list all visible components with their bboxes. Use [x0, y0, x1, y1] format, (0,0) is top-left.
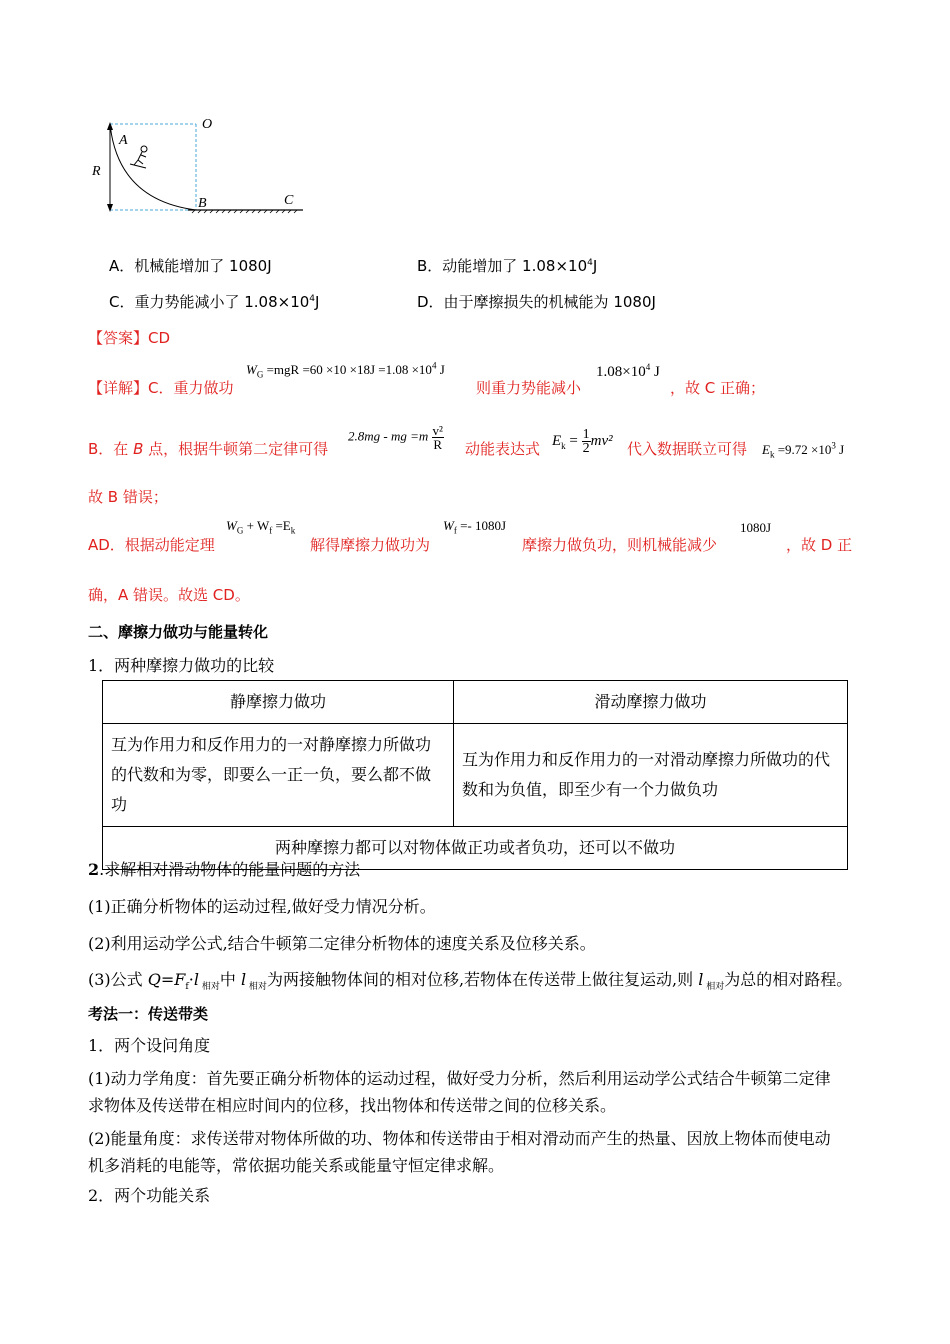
- detail-line4-text1: AD．根据动能定理: [88, 536, 215, 554]
- eq-fraction-v2-R: $\frac{\text{v²}}{R}$: [432, 423, 443, 452]
- friction-comparison-table: [102, 680, 848, 870]
- detail-line2-text2: 动能表达式: [465, 440, 541, 458]
- detail-line1-text3: ，故 C 正确；: [670, 379, 766, 397]
- answer-line: [88, 327, 170, 348]
- detail-line5: 确，A 错误。故选 CD。: [88, 586, 250, 604]
- label-O: O: [202, 117, 213, 132]
- option-C-unit: J: [315, 293, 320, 311]
- eq-kinetic-energy: $E_k$ = $\frac{1}{2}$ mv²: [552, 427, 613, 456]
- label-R: R: [92, 164, 101, 179]
- detail-line2-text1: B．在 B 点，根据牛顿第二定律可得: [88, 440, 329, 458]
- option-A: A．机械能增加了 1080J: [109, 257, 272, 275]
- section2-p3: (3)公式 $Q=F_f\cdot l$ $_{相对}$中 l $_{相对}$为两接触物体间的相对位移,若物体在传送带上做往复运动,则 l $_{相对}$为总的相对路程。: [88, 970, 853, 993]
- method1-sub2: 2．两个功能关系: [88, 1186, 211, 1205]
- table-row: [103, 681, 848, 724]
- section2-sub2: 2.求解相对滑动物体的能量问题的方法: [88, 860, 361, 879]
- detail-line1-text1: C．重力做功: [148, 379, 234, 397]
- section2-title: 二、摩擦力做功与能量转化: [88, 623, 269, 641]
- section2-sub1: 1．两种摩擦力做功的比较: [88, 656, 275, 675]
- eq-mechanical-loss: 1080J: [740, 520, 772, 535]
- method1-p1-l2: 求物体及传送带在相应时间内的位移，找出物体和传送带之间的位移关系。: [88, 1096, 617, 1115]
- label-A: A: [119, 133, 128, 148]
- answer-label: 【答案】: [88, 329, 149, 347]
- section2-p2: (2)利用运动学公式,结合牛顿第二定律分析物体的速度关系及位移关系。: [88, 934, 596, 953]
- eq-work-energy-theorem: $W_G + W_f =E_k$: [226, 518, 296, 536]
- option-B-unit: J: [592, 257, 598, 275]
- detail-tag: 【详解】: [88, 379, 149, 397]
- table-row: [103, 724, 848, 827]
- option-B-exp: 4: [587, 258, 593, 268]
- option-B: [417, 255, 597, 276]
- table-head-static: 静摩擦力做功: [103, 681, 454, 724]
- label-B: B: [198, 196, 207, 211]
- detail-label: [88, 377, 234, 398]
- option-D: D．由于摩擦损失的机械能为 1080J: [417, 293, 656, 311]
- detail-line4-text2: 解得摩擦力做功为: [310, 536, 431, 554]
- detail-line3: 故 B 错误；: [88, 488, 168, 506]
- option-C-text: C．重力势能减小了 1.08×10: [109, 293, 310, 311]
- skier-icon: [130, 146, 147, 168]
- table-cell-sliding: 互为作用力和反作用力的一对滑动摩擦力所做功的代数和为负值，即至少有一个力做负功: [454, 724, 848, 827]
- method1-sub1: 1．两个设问角度: [88, 1036, 211, 1055]
- arrow-head-bottom: [107, 204, 113, 212]
- option-B-text: B．动能增加了 1.08×10: [417, 257, 588, 275]
- option-C: [109, 291, 319, 312]
- eq-newton-second: 2.8mg - mg =m $\frac{\text{v²}}{R}$: [348, 423, 443, 452]
- detail-line4-text3: 摩擦力做负功，则机械能减少: [522, 536, 718, 554]
- eq-gravity-work: $W_G =mgR =60 \times 10 \times 18J =1.08 \times 10^4$ J: [246, 360, 445, 380]
- eq-potential-decrease: $1.08\times 10^4$ J: [596, 362, 660, 380]
- detail-line4-text4: ，故 D 正: [786, 536, 853, 554]
- eq-friction-work: $W_f =- 1080J$: [443, 518, 507, 536]
- eq-ek-result: $E_k =9.72 \times 10^3$ J: [762, 440, 845, 460]
- table-cell-static: 互为作用力和反作用力的一对静摩擦力所做功的代数和为零，即要么一正一负，要么都不做功: [103, 724, 454, 827]
- section2-p1: (1)正确分析物体的运动过程,做好受力情况分析。: [88, 897, 436, 916]
- detail-line1-text2: 则重力势能减小: [476, 379, 582, 397]
- method1-p2-l1: (2)能量角度：求传送带对物体所做的功、物体和传送带由于相对滑动而产生的热量、因放上物体而使电动: [88, 1129, 831, 1148]
- method1-title: 考法一：传送带类: [88, 1005, 209, 1023]
- label-C: C: [284, 193, 294, 208]
- physics-figure: [88, 110, 313, 220]
- option-C-exp: 4: [309, 294, 316, 304]
- table-head-sliding: 滑动摩擦力做功: [454, 681, 848, 724]
- method1-p1-l1: (1)动力学角度：首先要正确分析物体的运动过程，做好受力分析，然后利用运动学公式结合牛顿第二定律: [88, 1069, 831, 1088]
- answer-value: CD: [148, 329, 171, 347]
- eq-fraction-half: $\frac{1}{2}$: [582, 427, 590, 456]
- detail-line2-text3: 代入数据联立可得: [627, 440, 748, 458]
- method1-p2-l2: 机多消耗的电能等，常依据功能关系或能量守恒定律求解。: [88, 1156, 505, 1175]
- table-footer: 两种摩擦力都可以对物体做正功或者负功，还可以不做功: [103, 827, 848, 870]
